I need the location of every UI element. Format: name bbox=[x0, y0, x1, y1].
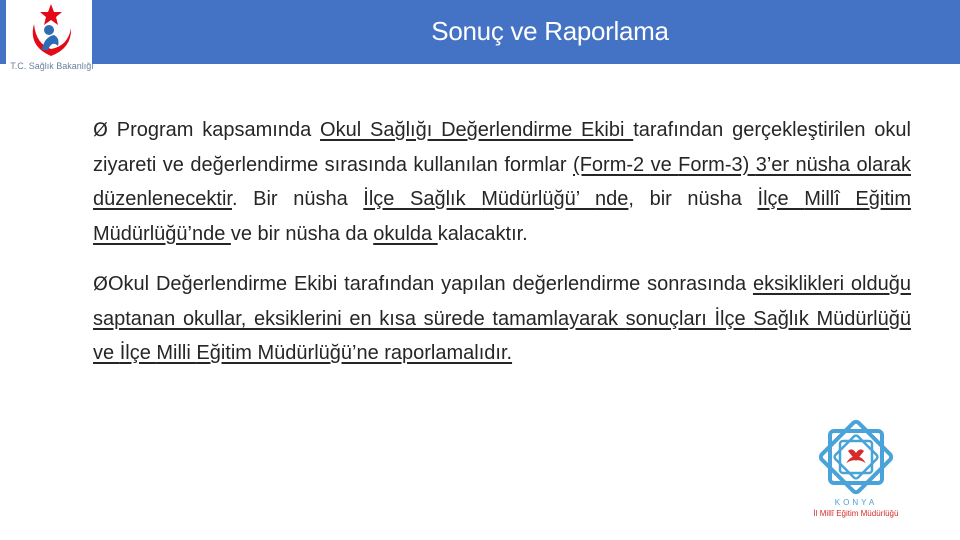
underlined-text: 3’er bbox=[755, 153, 796, 176]
underlined-text: İlçe bbox=[119, 342, 157, 364]
underlined-text: Sağlık bbox=[410, 188, 482, 210]
underlined-text: Sağlığı bbox=[369, 119, 442, 141]
ministry-of-health-icon bbox=[24, 2, 78, 60]
underlined-text: Form-3) bbox=[678, 153, 756, 176]
underlined-text: İlçe bbox=[714, 307, 754, 330]
konya-logo-subtitle: İl Millî Eğitim Müdürlüğü bbox=[813, 509, 899, 518]
underlined-text: İlçe bbox=[363, 188, 411, 210]
underlined-text: Millî bbox=[804, 188, 856, 210]
konya-meb-logo-icon bbox=[806, 415, 906, 497]
underlined-text: Okul bbox=[320, 119, 370, 141]
arrow-bullet-icon: Ø bbox=[93, 273, 108, 295]
text-run: Program kapsamında bbox=[107, 119, 321, 141]
underlined-text: Milli bbox=[156, 342, 197, 364]
underlined-text: Eğitim Müdürlüğü’ne raporlamalıdır. bbox=[196, 342, 513, 364]
page-title: Sonuç ve Raporlama bbox=[431, 16, 669, 46]
underlined-text: Sağlık bbox=[753, 307, 817, 330]
paragraph-1 bbox=[93, 113, 911, 251]
text-run: ve bir nüsha da bbox=[230, 222, 374, 245]
underlined-text: ve bbox=[650, 153, 679, 176]
paragraph-2 bbox=[93, 267, 911, 371]
underlined-text: Değerlendirme bbox=[441, 119, 582, 141]
paragraph-1-text bbox=[93, 119, 911, 245]
underlined-text: Müdürlüğü’ bbox=[481, 188, 596, 210]
underlined-text: düzenlenecektir bbox=[93, 188, 232, 210]
underlined-text: sonuçları bbox=[625, 307, 715, 330]
text-run: tarafından gerçekleştirilen okul ziyareti ve değerlendirme sırasında kullanılan formlar bbox=[93, 119, 911, 176]
underlined-text: Eğitim Müdürlüğü’nde bbox=[93, 188, 911, 245]
underlined-text: okulda bbox=[373, 222, 438, 245]
text-run: Okul Değerlendirme Ekibi tarafından yapılan değerlendirme sonrasında bbox=[107, 273, 753, 295]
underlined-text: ve bbox=[93, 342, 120, 364]
underlined-text: Ekibi bbox=[581, 119, 634, 141]
logo-caption: T.C. Sağlık Bakanlığı bbox=[10, 61, 94, 71]
paragraph-2-text bbox=[93, 273, 911, 364]
underlined-text: (Form-2 bbox=[573, 153, 651, 176]
underlined-text: eksiklikleri olduğu saptanan okullar, eksiklerini en kısa sürede tamamlayarak bbox=[93, 273, 911, 330]
text-run: , bir nüsha bbox=[628, 188, 758, 210]
konya-logo-name: KONYA bbox=[834, 498, 878, 507]
underlined-text: olarak bbox=[856, 153, 911, 176]
underlined-text: İlçe bbox=[757, 188, 805, 210]
underlined-text: nüsha bbox=[795, 153, 857, 176]
arrow-bullet-icon: Ø bbox=[93, 119, 108, 141]
underlined-text: Müdürlüğü bbox=[816, 307, 911, 330]
text-run: . Bir nüsha bbox=[231, 188, 364, 210]
underlined-text: nde bbox=[595, 188, 629, 210]
content-body bbox=[93, 113, 911, 371]
text-run: kalacaktır. bbox=[437, 222, 528, 245]
ministry-logo bbox=[6, 0, 92, 64]
